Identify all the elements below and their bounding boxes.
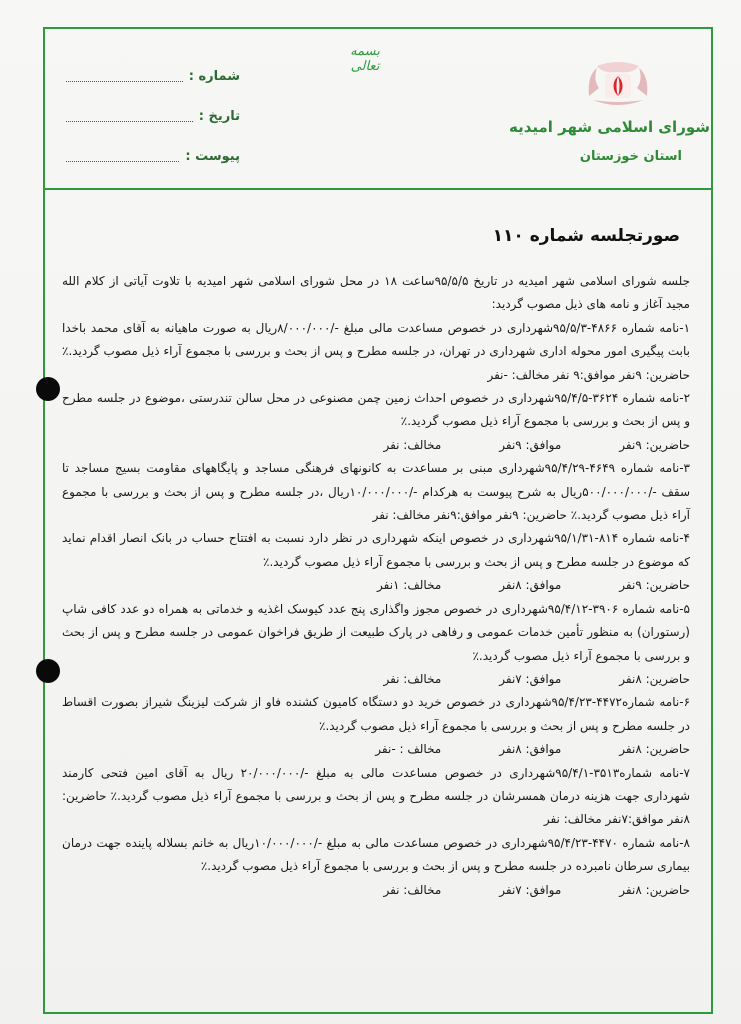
number-label: شماره : [188, 68, 240, 84]
letter-meta-fields [60, 56, 240, 176]
oppose-count: مخالف: نفر [383, 882, 442, 897]
item-paragraph: ۶-نامه شماره۴۴۷۲-۹۵/۴/۲۳شهرداری در خصوص خرید دو دستگاه کامیون کشنده فاو از شرکت لیزینگ شیراز بصورت اقساط در جلسه مطرح و پس از بحث و بررسی با مجموع آراء ذیل مصوب گردید.٪ [62, 695, 691, 733]
item-paragraph: ۴-نامه شماره ۸۱۴-۹۵/۱/۳۱شهرداری در خصوص اینکه شهرداری در نظر دارد نسبت به افتتاح حساب در بانک انصار اقدام نماید که موضوع در جلسه مطرح و پس از بحث و بررسی با مجموع آراء ذیل مصوب گردید.٪ [62, 531, 690, 569]
vote-line [62, 879, 690, 902]
date-dots [66, 111, 193, 122]
council-emblem-icon [583, 58, 653, 108]
attachment-field [60, 136, 240, 176]
intro-paragraph: جلسه شورای اسلامی شهر امیدیه در تاریخ ۹۵/۵/۵ساعت ۱۸ در محل شورای اسلامی شهر امیدیه با تلاوت آیاتی از کلام الله مجید آغاز و نامه های ذیل مصوب گردید: [62, 274, 690, 312]
item-paragraph: ۸-نامه شماره ۴۴۷۰-۹۵/۴/۲۳شهرداری در خصوص مساعدت مالی به مبلغ -/۱۰/۰۰۰/۰۰۰ریال به خانم بسلاله پاینده جهت درمان بیماری سرطان نامبرده در جلسه مطرح و پس از بحث و بررسی با مجموع آراء ذیل مصوب گردید.٪ [62, 835, 690, 874]
present-count: حاضرین: ۸نفر [619, 671, 690, 686]
item-paragraph: ۷-نامه شماره۳۵۱۳-۹۵/۴/۱شهرداری در خصوص مساعدت مالی به مبلغ -/۲۰/۰۰۰/۰۰۰ ریال به آقای امین فتحی کارمند شهرداری جهت هزینه درمان همسرشان در جلسه مطرح و پس از بحث و بررسی با مجموع آراء ذیل مصوب گردید.٪ حاضرین: ۸نفر موافق:۷نفر مخالف: نفر [62, 765, 690, 827]
number-dots [66, 71, 183, 82]
header-divider [43, 188, 713, 190]
oppose-count: مخالف: ۱نفر [377, 578, 442, 593]
present-count: حاضرین: ۹نفر [619, 437, 690, 452]
date-label: تاریخ : [198, 108, 240, 124]
attachment-label: پیوست : [185, 148, 240, 164]
oppose-count: مخالف : -نفر [375, 742, 442, 757]
council-name: شورای اسلامی شهر امیدیه [508, 118, 710, 136]
present-count: حاضرین: ۹نفر [619, 578, 690, 593]
agree-count: موافق: ۷نفر [499, 882, 562, 897]
vote-line [62, 574, 690, 597]
present-count: حاضرین: ۸نفر [619, 882, 690, 897]
basmala-calligraphy: بسمه تعالی [350, 44, 380, 74]
agree-count: موافق: ۸نفر [499, 578, 562, 593]
agree-count: موافق: ۹نفر [499, 437, 562, 452]
oppose-count: مخالف: نفر [383, 437, 442, 452]
oppose-count: مخالف: نفر [383, 671, 442, 686]
vote-line [62, 668, 690, 691]
item-paragraph: ۲-نامه شماره ۳۶۲۴-۹۵/۴/۵شهرداری در خصوص احداث زمین چمن مصنوعی در محل سالن تندرستی ،موضوع در جلسه مطرح و پس از بحث و بررسی با مجموع آراء ذیل مصوب گردید.٪ [62, 391, 691, 429]
item-paragraph: ۱-نامه شماره ۴۸۶۶-۹۵/۵/۳شهرداری در خصوص مساعدت مالی مبلغ -/۸/۰۰۰/۰۰۰ریال به صورت ماهیانه به آقای محمد باخدا بابت پیگیری امور محوله اداری شهرداری در تهران، در جلسه مطرح و پس از بحث و بررسی با مجموع آراء ذیل مصوب گردید.٪ حاضرین: ۹نفر موافق:۹ نفر مخالف: -نفر [62, 320, 691, 382]
punch-hole-top [36, 377, 60, 401]
item-paragraph: ۵-نامه شماره ۳۹۰۶-۹۵/۴/۱۲شهرداری در خصوص مجوز واگذاری پنج عدد کیوسک اغذیه و خدماتی به همراه دو عدد کافی شاپ (رستوران) به منظور تأمین خدمات عمومی و رفاهی در پارک طبیعت از طریق فراخوان عمومی در جلسه مطرح و پس از بحث و بررسی با مجموع آراء ذیل مصوب گردید.٪ [62, 601, 690, 663]
vote-line [62, 434, 690, 457]
punch-hole-bottom [36, 659, 60, 683]
agree-count: موافق: ۸نفر [499, 742, 562, 757]
minutes-body [62, 270, 690, 902]
attachment-dots [66, 151, 179, 162]
present-count: حاضرین: ۸نفر [619, 742, 690, 757]
item-paragraph: ۳-نامه شماره ۴۶۴۹-۹۵/۴/۲۹شهرداری مبنی بر مساعدت به کانونهای فرهنگی مساجد و پایگاههای مقاومت بسیج مساجد تا سقف -/۵۰۰/۰۰۰/۰۰۰ریال به شرح پیوست به هرکدام -/۱۰/۰۰۰/۰۰۰ریال ،در جلسه مطرح و پس از بحث و بررسی با مجموع آراء ذیل مصوب گردید.٪ حاضرین: ۹نفر موافق:۹نفر مخالف: نفر [62, 461, 691, 523]
minutes-title: صورتجلسه شماره ۱۱۰ [492, 226, 680, 246]
agree-count: موافق: ۷نفر [499, 671, 562, 686]
number-field [60, 56, 240, 96]
date-field [60, 96, 240, 136]
vote-line [62, 738, 690, 761]
province-name: استان خوزستان [579, 149, 682, 164]
